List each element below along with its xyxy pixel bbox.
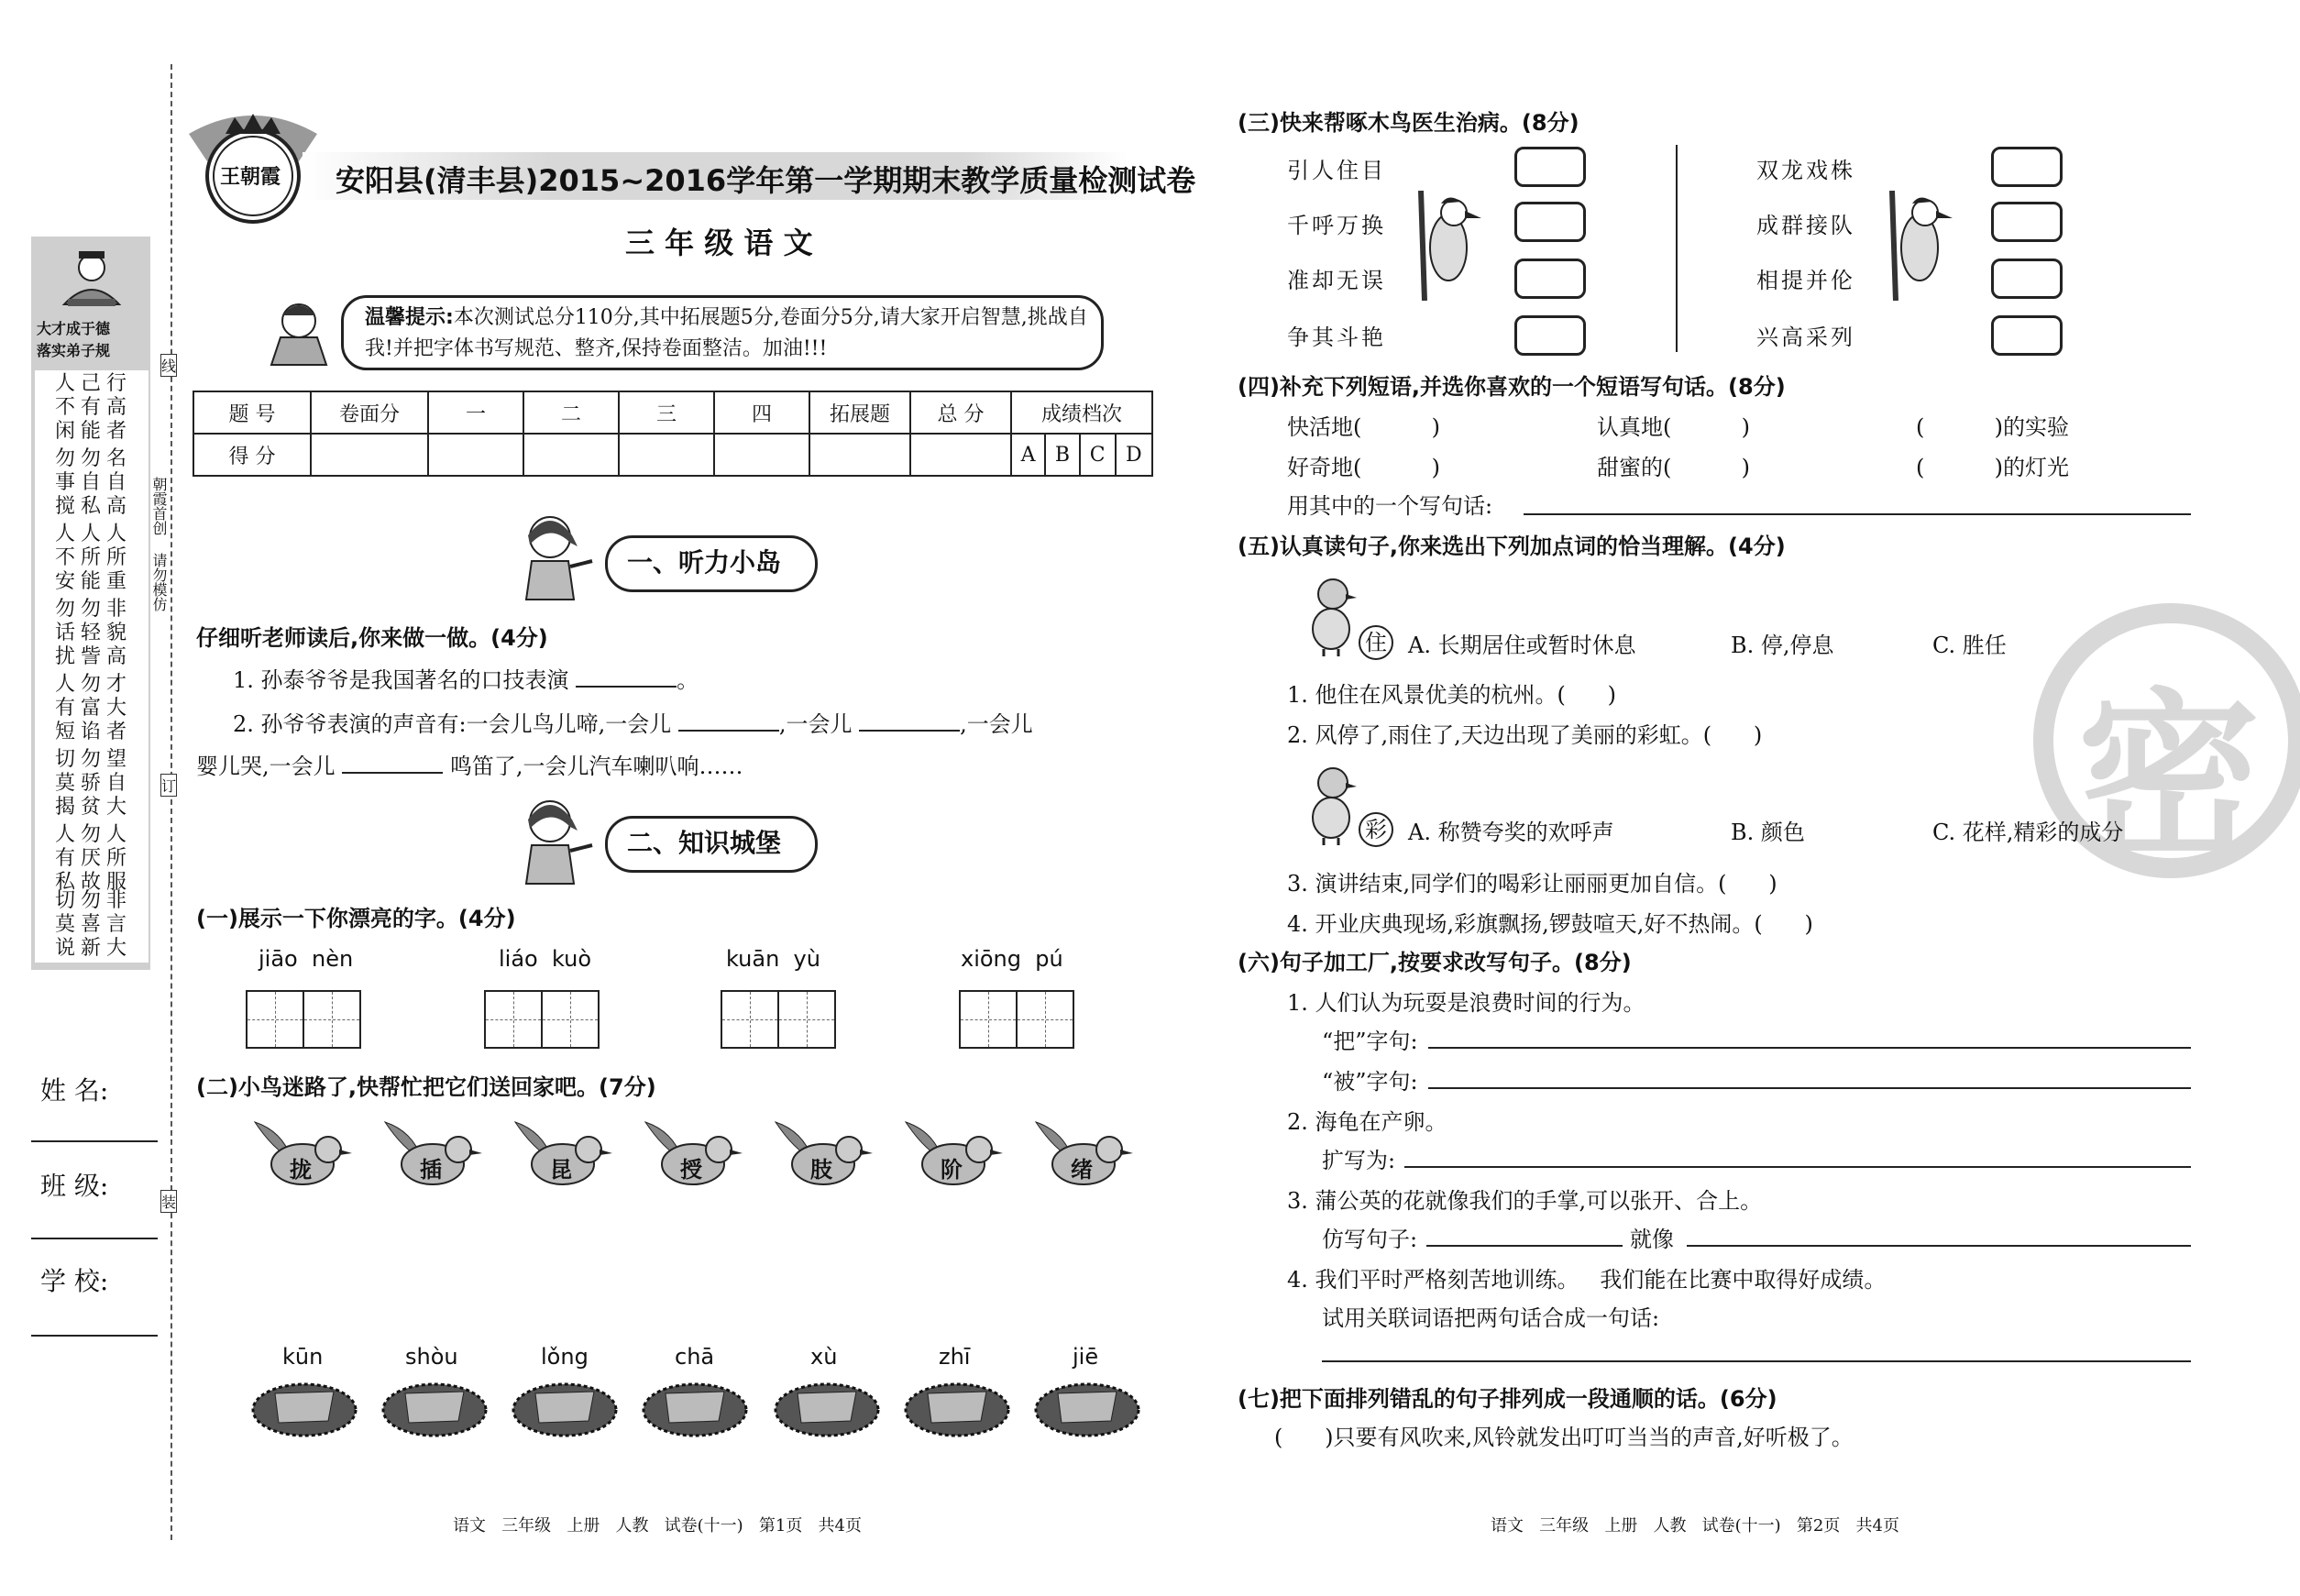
motto-line2: 落实弟子规 [37, 342, 111, 359]
nest-icon[interactable] [902, 1375, 1012, 1439]
motto-col: 人不安 [55, 523, 76, 593]
writing-grid[interactable] [777, 990, 836, 1049]
copyright-note: 朝霞首创 请勿模仿 [150, 477, 168, 611]
correction-box[interactable] [1991, 147, 2063, 187]
bird-char: 肢 [810, 1157, 832, 1183]
writing-grid[interactable] [303, 990, 361, 1049]
q2-blank[interactable] [678, 730, 779, 732]
motto-col: 人有私 [55, 823, 76, 894]
table-header: 成绩档次 [1011, 391, 1152, 434]
q2-text: 2. 孙爷爷表演的声音有:一会儿鸟儿啼,一会儿 [233, 711, 672, 737]
part1-title: (一)展示一下你漂亮的字。(4分) [196, 906, 516, 931]
kuo-label: 扩写为: [1322, 1148, 1396, 1173]
table-header: 三 [619, 391, 714, 434]
answer-line[interactable] [1428, 1047, 2191, 1049]
nest-icon[interactable] [510, 1375, 620, 1439]
target-char: 住 [1359, 625, 1393, 660]
class-field[interactable] [31, 1238, 158, 1239]
woodpecker-divider [1676, 145, 1678, 352]
motto-col: 勿轻訾 [81, 598, 102, 668]
bird-char: 插 [420, 1157, 442, 1183]
motto-line1: 大才成于德 [37, 320, 111, 337]
name-field[interactable] [31, 1140, 158, 1142]
answer-line[interactable] [1426, 1245, 1623, 1247]
q2-text: 鸣笛了,一会儿汽车喇叭响…… [449, 754, 743, 779]
q2-text: 婴儿哭,一会儿 [196, 754, 336, 779]
motto-col: 勿喜新 [81, 889, 102, 960]
bird-card[interactable] [506, 1113, 616, 1195]
idiom-left: 准却无误 [1287, 268, 1386, 293]
motto-col: 勿事搅 [55, 447, 76, 518]
writing-grid[interactable] [721, 990, 779, 1049]
motto-col: 才大者 [106, 673, 127, 743]
sentence-item[interactable]: 2. 风停了,雨住了,天边出现了美丽的彩虹。( ) [1287, 722, 1763, 748]
page-footer-left: 语文 三年级 上册 人教 试卷(十一) 第1页 共4页 [453, 1516, 862, 1535]
duck-icon [1305, 763, 1360, 847]
q1-end: 。 [677, 667, 699, 693]
q2-text: ,一会儿 [960, 711, 1033, 737]
correction-box[interactable] [1514, 315, 1586, 356]
ba-label: “把”字句: [1322, 1029, 1418, 1054]
rewrite-q4-hint: 试用关联词语把两句话合成一句话: [1322, 1305, 1660, 1331]
part7-title: (七)把下面排列错乱的句子排列成一段通顺的话。(6分) [1238, 1386, 1777, 1412]
jiuxiang-label: 就像 [1630, 1227, 1674, 1252]
motto-col: 己有能 [81, 372, 102, 443]
idiom-right: 双龙戏株 [1756, 158, 1855, 183]
option-item: A. 长期居住或暂时休息 [1408, 633, 1636, 658]
school-label: 学 校: [40, 1266, 109, 1296]
name-label: 姓 名: [40, 1075, 109, 1106]
option-item: A. 称赞夸奖的欢呼声 [1408, 820, 1614, 845]
phrase-write-label: 用其中的一个写句话: [1287, 493, 1493, 519]
cut-mark: 装 [160, 1190, 177, 1213]
class-label: 班 级: [40, 1171, 109, 1201]
phrase-item[interactable]: ( )的实验 [1916, 414, 2070, 440]
motto-col: 勿自私 [81, 447, 102, 518]
listening-q2-line1 [233, 706, 1033, 738]
sentence-item[interactable]: 1. 他住在风景优美的杭州。( ) [1287, 682, 1617, 708]
bird-card[interactable] [246, 1113, 356, 1195]
score-cell[interactable] [311, 434, 428, 476]
motto-col: 望自大 [106, 748, 127, 819]
correction-box[interactable] [1991, 315, 2063, 356]
bird-card[interactable] [897, 1113, 1007, 1195]
q2-blank[interactable] [859, 730, 960, 732]
score-cell[interactable] [910, 434, 1011, 476]
rewrite-q2: 2. 海龟在产卵。 [1287, 1109, 1447, 1135]
motto-col: 人所能 [81, 523, 102, 593]
table-header: 总 分 [910, 391, 1011, 434]
motto-col: 人所服 [106, 823, 127, 894]
bird-card[interactable] [376, 1113, 486, 1195]
motto-col: 行高者 [106, 372, 127, 443]
table-header: 四 [714, 391, 809, 434]
motto-col: 勿富谄 [81, 673, 102, 743]
nest-pinyin: jiē [1073, 1344, 1099, 1370]
page-footer-right: 语文 三年级 上册 人教 试卷(十一) 第2页 共4页 [1491, 1516, 1899, 1535]
correction-box[interactable] [1991, 259, 2063, 299]
correction-box[interactable] [1514, 259, 1586, 299]
correction-box[interactable] [1514, 147, 1586, 187]
bird-char: 阶 [941, 1157, 963, 1183]
answer-line[interactable] [1524, 513, 2191, 515]
duck-icon [1305, 574, 1360, 658]
nest-pinyin: kūn [282, 1344, 324, 1370]
idiom-left: 引人住目 [1287, 158, 1386, 183]
score-cell[interactable] [619, 434, 714, 476]
writing-grid[interactable] [484, 990, 543, 1049]
order-item[interactable]: ( )只要有风吹来,风铃就发出叮叮当当的声音,好听极了。 [1274, 1425, 1854, 1450]
tip-body: 本次测试总分110分,其中拓展题5分,卷面分5分,请大家开启智慧,挑战自我!并把字体书写规范、整齐,保持卷面整洁。加油!!! [365, 306, 1088, 360]
nest-icon[interactable] [249, 1375, 359, 1439]
option-item: B. 颜色 [1731, 820, 1805, 845]
score-cell[interactable] [428, 434, 523, 476]
listening-q2-line2 [196, 748, 743, 780]
rewrite-q4: 4. 我们平时严格刻苦地训练。 我们能在比赛中取得好成绩。 [1287, 1267, 1887, 1293]
pinyin-label: jiāo nèn [259, 946, 354, 972]
score-cell[interactable] [809, 434, 910, 476]
nest-icon[interactable] [640, 1375, 750, 1439]
phrase-item[interactable]: 认真地( ) [1597, 414, 1751, 440]
idiom-right: 相提并伦 [1756, 268, 1855, 293]
option-item: C. 花样,精彩的成分 [1932, 820, 2124, 845]
bird-char: 绪 [1071, 1157, 1093, 1183]
table-row-label: 得 分 [193, 434, 311, 476]
sentence-item[interactable]: 3. 演讲结束,同学们的喝彩让丽丽更加自信。( ) [1287, 871, 1777, 897]
bird-card[interactable] [636, 1113, 746, 1195]
school-field[interactable] [31, 1335, 158, 1337]
part6-title: (六)句子加工厂,按要求改写句子。(8分) [1238, 950, 1632, 975]
grade-cell[interactable]: A [1011, 434, 1045, 476]
phrase-item[interactable]: ( )的灯光 [1916, 455, 2070, 480]
table-header: 二 [523, 391, 619, 434]
q1-text: 1. 孙泰爷爷是我国著名的口技表演 [233, 667, 569, 693]
part3-title: (三)快来帮啄木鸟医生治病。(8分) [1238, 110, 1579, 136]
q2-text: ,一会儿 [778, 711, 853, 737]
nest-icon[interactable] [1032, 1375, 1142, 1439]
table-header: 一 [428, 391, 523, 434]
answer-line[interactable] [1428, 1087, 2191, 1089]
listening-q1 [233, 662, 699, 694]
table-header: 卷面分 [311, 391, 428, 434]
subject-title: 三 年 级 语 文 [625, 226, 813, 260]
section1-title: 一、听力小岛 [627, 547, 782, 578]
score-cell[interactable] [523, 434, 619, 476]
score-table [193, 391, 1153, 477]
option-item: B. 停,停息 [1731, 633, 1834, 658]
writing-grid[interactable] [959, 990, 1018, 1049]
correction-box[interactable] [1514, 202, 1586, 242]
bird-card[interactable] [1027, 1113, 1137, 1195]
grade-cell[interactable]: B [1045, 434, 1080, 476]
girl-illustration [513, 510, 596, 601]
pinyin-label: kuān yù [726, 946, 820, 972]
table-header: 题 号 [193, 391, 311, 434]
part2-title: (二)小鸟迷路了,快帮忙把它们送回家吧。(7分) [196, 1074, 656, 1100]
idiom-left: 千呼万换 [1287, 213, 1386, 238]
rewrite-q1: 1. 人们认为玩耍是浪费时间的行为。 [1287, 990, 1645, 1016]
motto-col: 非貌高 [106, 598, 127, 668]
bei-label: “被”字句: [1322, 1069, 1418, 1095]
nest-pinyin: shòu [405, 1344, 458, 1370]
bird-card[interactable] [766, 1113, 876, 1195]
answer-line[interactable] [1322, 1360, 2191, 1362]
woodpecker-icon [1412, 191, 1483, 301]
nest-pinyin: xù [810, 1344, 838, 1370]
part5-title: (五)认真读句子,你来选出下列加点词的恰当理解。(4分) [1238, 534, 1786, 559]
option-item: C. 胜任 [1932, 633, 2007, 658]
bird-char: 拢 [290, 1157, 312, 1183]
motto-col: 勿骄贫 [81, 748, 102, 819]
motto-col: 名自高 [106, 447, 127, 518]
tip-label: 温馨提示: [365, 306, 454, 329]
grade-cell[interactable]: D [1116, 434, 1152, 476]
nest-pinyin: zhī [939, 1344, 971, 1370]
grade-cell[interactable]: C [1080, 434, 1116, 476]
motto-col: 勿厌故 [81, 823, 102, 894]
motto-col: 人有短 [55, 673, 76, 743]
phrase-item[interactable]: 好奇地( ) [1287, 455, 1441, 480]
q1-blank[interactable] [576, 686, 677, 688]
logo-text: 王朝霞 [220, 166, 281, 189]
target-char: 彩 [1359, 812, 1393, 847]
motto-col: 人不闲 [55, 372, 76, 443]
bird-char: 授 [680, 1157, 702, 1183]
table-header: 拓展题 [809, 391, 910, 434]
part4-title: (四)补充下列短语,并选你喜欢的一个短语写句话。(8分) [1238, 374, 1786, 400]
section2-title: 二、知识城堡 [627, 828, 782, 858]
correction-box[interactable] [1991, 202, 2063, 242]
phrase-item[interactable]: 甜蜜的( ) [1597, 455, 1751, 480]
answer-line[interactable] [1687, 1245, 2191, 1247]
pinyin-label: liáo kuò [499, 946, 592, 972]
rewrite-q3: 3. 蒲公英的花就像我们的手掌,可以张开、合上。 [1287, 1188, 1763, 1214]
motto-col: 人所重 [106, 523, 127, 593]
motto-col: 勿话扰 [55, 598, 76, 668]
watermark-char: 密 [2077, 673, 2261, 886]
woodpecker-icon [1883, 191, 1954, 301]
brand-logo [189, 106, 317, 235]
idiom-left: 争其斗艳 [1287, 325, 1386, 350]
nest-pinyin: lǒng [541, 1344, 589, 1370]
pinyin-label: xiōng pú [961, 946, 1063, 972]
writing-grid[interactable] [246, 990, 304, 1049]
section1-intro: 仔细听老师读后,你来做一做。(4分) [196, 625, 548, 651]
scholar-illustration [59, 248, 125, 312]
motto-col: 切莫说 [55, 889, 76, 960]
sentence-item[interactable]: 4. 开业庆典现场,彩旗飘扬,锣鼓喧天,好不热闹。( ) [1287, 911, 1813, 937]
q2-blank[interactable] [342, 772, 443, 774]
cut-mark: 线 [160, 354, 177, 377]
motto-col: 非言大 [106, 889, 127, 960]
exam-title: 安阳县(清丰县)2015~2016学年第一学期期末教学质量检测试卷 [336, 163, 1196, 198]
writing-grid[interactable] [1016, 990, 1074, 1049]
score-cell[interactable] [714, 434, 809, 476]
nest-icon[interactable] [772, 1375, 882, 1439]
tip-character [262, 295, 336, 369]
girl-illustration [513, 794, 596, 886]
idiom-right: 成群接队 [1756, 213, 1855, 238]
motto-col: 切莫揭 [55, 748, 76, 819]
answer-line[interactable] [1404, 1166, 2191, 1168]
tip-text [365, 303, 1089, 365]
nest-pinyin: chā [675, 1344, 715, 1370]
fang-label: 仿写句子: [1322, 1227, 1418, 1252]
idiom-right: 兴高采列 [1756, 325, 1855, 350]
bird-char: 昆 [550, 1157, 572, 1183]
writing-grid[interactable] [541, 990, 600, 1049]
phrase-item[interactable]: 快活地( ) [1287, 414, 1441, 440]
nest-icon[interactable] [380, 1375, 490, 1439]
cut-mark: 订 [160, 774, 177, 797]
binding-dashed-line [171, 64, 172, 1540]
